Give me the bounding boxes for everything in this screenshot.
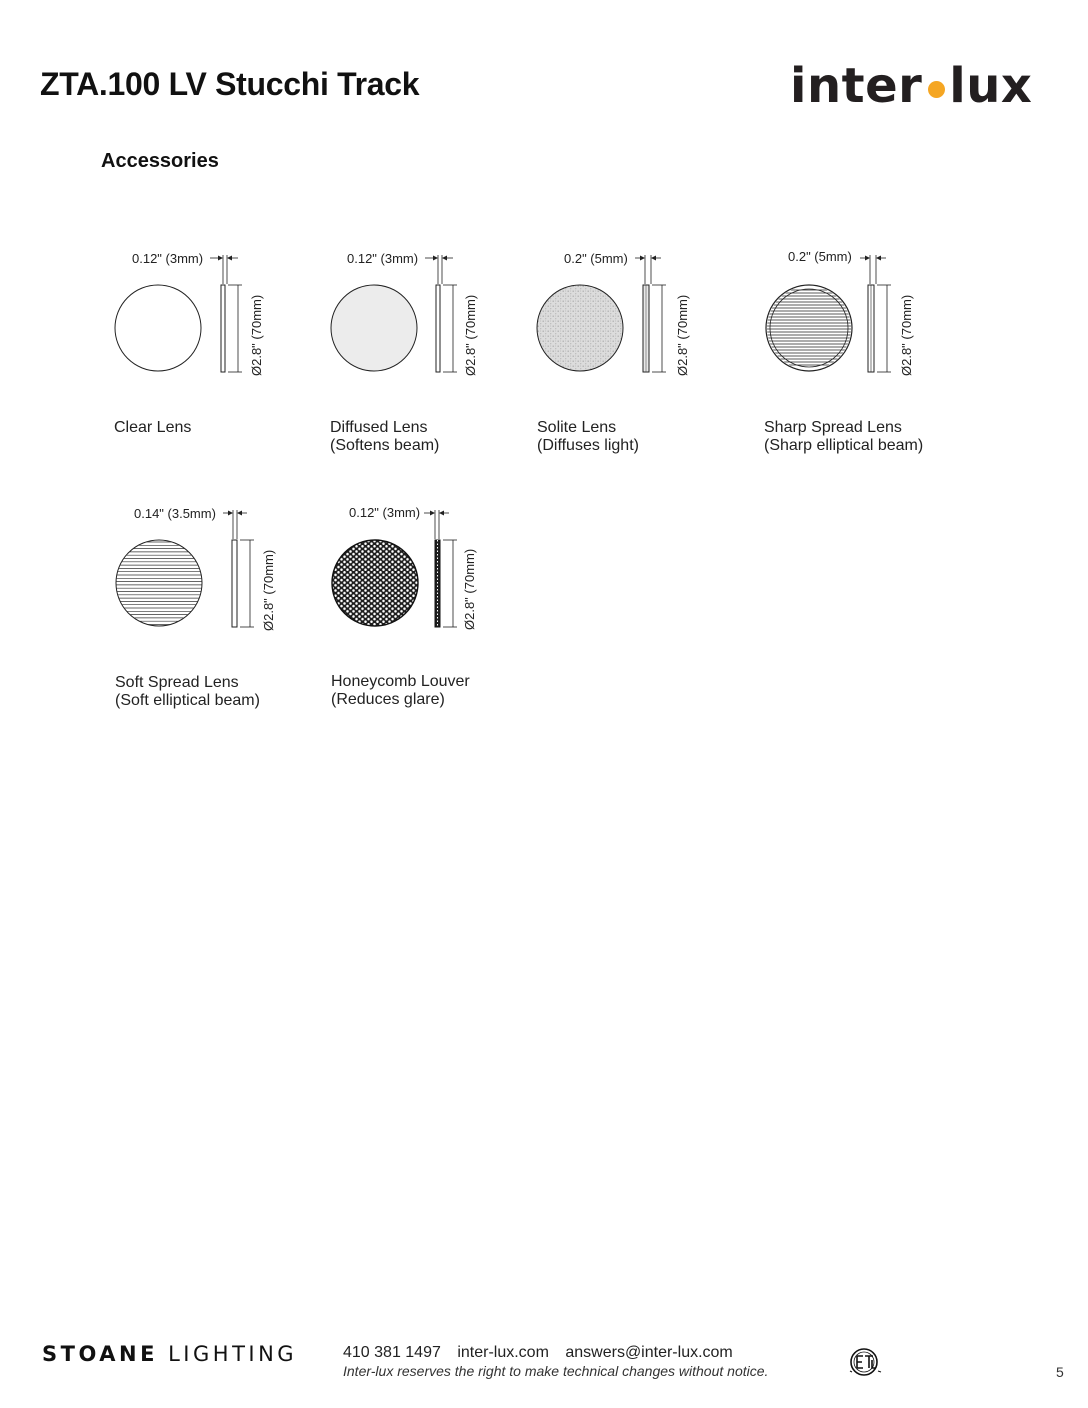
diameter-label: Ø2.8" (70mm)	[463, 294, 478, 376]
accessory-description: (Sharp elliptical beam)	[764, 437, 924, 454]
diameter-label: Ø2.8" (70mm)	[261, 549, 276, 631]
soft-spread-lens-drawing	[115, 506, 335, 670]
footer-website-link[interactable]: inter-lux.com	[457, 1344, 549, 1361]
brand-name-light: LIGHTING	[168, 1342, 298, 1366]
accessory-soft-spread-lens	[115, 506, 335, 720]
page-number: 5	[1056, 1364, 1064, 1380]
accessory-diffused-lens	[330, 251, 550, 465]
accessory-name: Sharp Spread Lens	[764, 419, 902, 436]
diameter-label: Ø2.8" (70mm)	[249, 294, 264, 376]
section-heading: Accessories	[101, 150, 219, 172]
footer-brand	[42, 1342, 297, 1366]
accessory-description: (Reduces glare)	[331, 691, 445, 708]
thickness-label: 0.14" (3.5mm)	[134, 506, 216, 521]
thickness-label: 0.12" (3mm)	[132, 251, 204, 266]
diffused-lens-drawing	[330, 251, 550, 415]
diameter-label: Ø2.8" (70mm)	[899, 294, 914, 376]
accessory-name: Honeycomb Louver	[331, 673, 470, 690]
accessory-sharp-spread-lens	[764, 249, 984, 465]
brand-name-bold: STOANE	[42, 1342, 158, 1366]
thickness-label: 0.2" (5mm)	[564, 251, 628, 266]
accessory-name: Diffused Lens	[330, 419, 428, 436]
etl-listed-mark-icon	[848, 1347, 888, 1381]
accessory-name: Clear Lens	[114, 419, 192, 436]
interlux-logo: inter lux	[790, 58, 1033, 114]
accessory-clear-lens	[114, 251, 334, 465]
accessory-description: (Soft elliptical beam)	[115, 692, 260, 709]
footer-phone: 410 381 1497	[343, 1344, 441, 1361]
honeycomb-louver-drawing	[331, 505, 551, 669]
diameter-label: Ø2.8" (70mm)	[462, 548, 477, 630]
accessory-name: Soft Spread Lens	[115, 674, 239, 691]
diameter-label: Ø2.8" (70mm)	[675, 294, 690, 376]
accessory-honeycomb-louver	[331, 505, 551, 719]
sharp-spread-lens-drawing	[764, 249, 984, 415]
footer-contact	[343, 1344, 745, 1362]
footer-notice: Inter-lux reserves the right to make technical changes without notice.	[343, 1363, 769, 1379]
clear-lens-drawing	[114, 251, 334, 415]
thickness-label: 0.2" (5mm)	[788, 249, 852, 264]
accessory-description: (Diffuses light)	[537, 437, 639, 454]
solite-lens-drawing	[537, 251, 757, 415]
page-title: ZTA.100 LV Stucchi Track	[40, 66, 420, 102]
footer-email-link[interactable]: answers@inter-lux.com	[565, 1344, 733, 1361]
accessory-solite-lens	[537, 251, 757, 465]
logo-dot	[928, 81, 945, 98]
thickness-label: 0.12" (3mm)	[349, 505, 421, 520]
accessory-description: (Softens beam)	[330, 437, 440, 454]
accessory-name: Solite Lens	[537, 419, 617, 436]
thickness-label: 0.12" (3mm)	[347, 251, 419, 266]
